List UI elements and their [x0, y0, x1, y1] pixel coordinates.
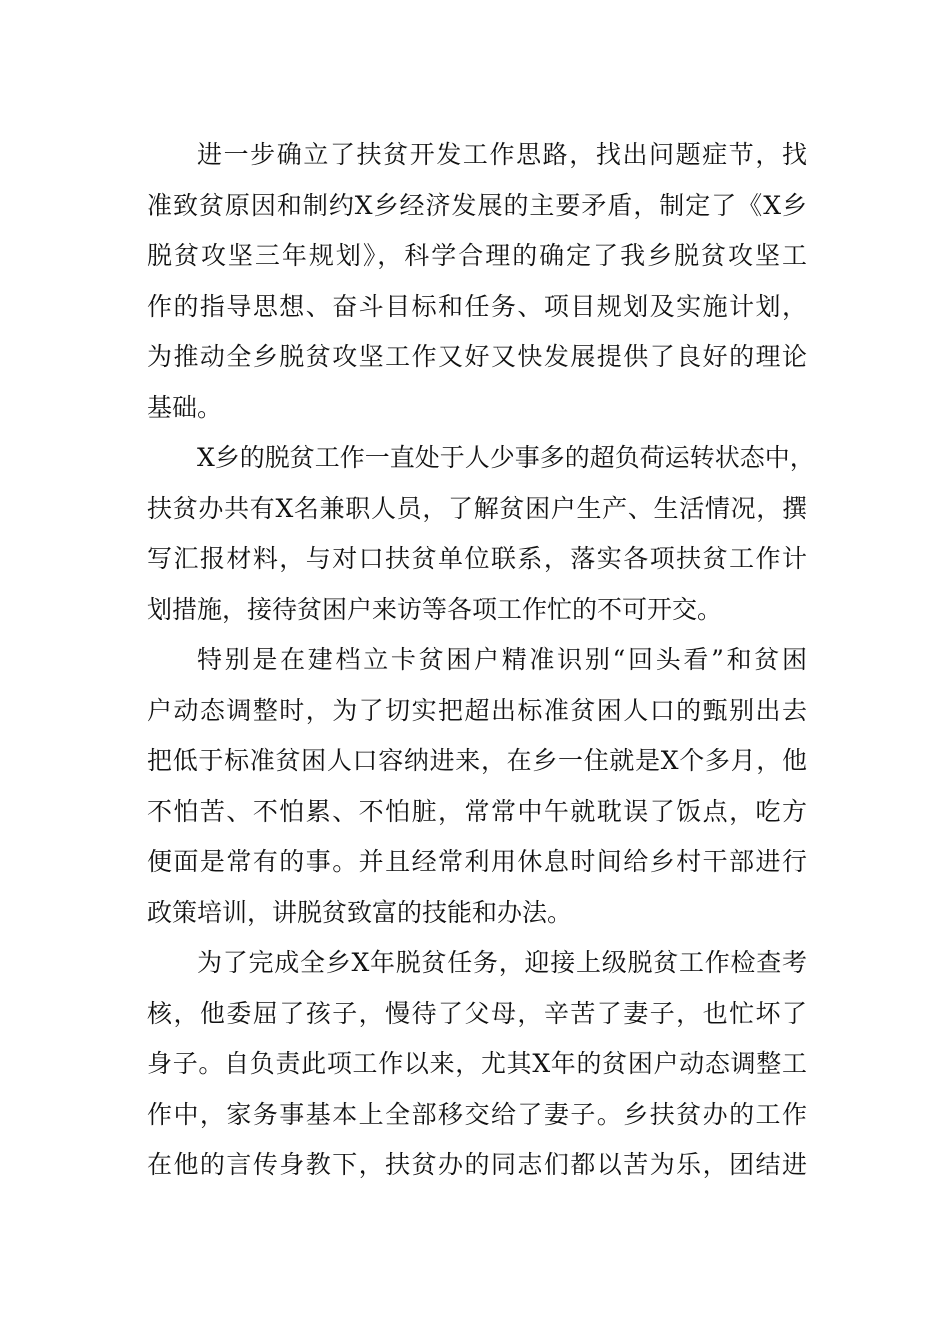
document-body	[147, 130, 815, 1191]
paragraph-1-line-5: 为推动全乡脱贫攻坚工作又好又快发展提供了良好的理论	[147, 342, 807, 371]
paragraph-3-line-2: 户动态调整时，为了切实把超出标准贫困人口的甄别出去	[147, 695, 807, 725]
paragraph-3-line-3: 把低于标准贫困人口容纳进来，在乡一住就是X个多月，他	[147, 746, 807, 775]
paragraph-2-line-3: 写汇报材料，与对口扶贫单位联系，落实各项扶贫工作计	[147, 544, 807, 573]
paragraph-4-line-3: 身子。自负责此项工作以来，尤其X年的贫困户动态调整工	[147, 1049, 807, 1078]
paragraph-1-line-3: 脱贫攻坚三年规划》，科学合理的确定了我乡脱贫攻坚工	[147, 241, 807, 270]
paragraph-2-line-4: 划措施，接待贫困户来访等各项工作忙的不可开交。	[147, 594, 723, 624]
paragraph-4-line-4: 作中，家务事基本上全部移交给了妻子。乡扶贫办的工作	[147, 1099, 807, 1129]
paragraph-3-line-6: 政策培训，讲脱贫致富的技能和办法。	[147, 897, 573, 927]
paragraph-1-line-6: 基础。	[147, 392, 223, 422]
paragraph-2-line-1: X乡的脱贫工作一直处于人少事多的超负荷运转状态中，	[197, 443, 815, 472]
paragraph-4-line-1: 为了完成全乡X年脱贫任务，迎接上级脱贫工作检查考	[197, 948, 807, 977]
paragraph-1-line-1: 进一步确立了扶贫开发工作思路，找出问题症节，找	[197, 140, 807, 169]
paragraph-1-line-4: 作的指导思想、奋斗目标和任务、项目规划及实施计划，	[147, 291, 807, 321]
paragraph-3-line-4: 不怕苦、不怕累、不怕脏，常常中午就耽误了饭点，吃方	[147, 796, 807, 826]
paragraph-2-line-2: 扶贫办共有X名兼职人员，了解贫困户生产、生活情况，撰	[147, 493, 807, 523]
paragraph-3-line-1: 特别是在建档立卡贫困户精准识别“回头看”和贫困	[197, 645, 807, 674]
paragraph-3-line-5: 便面是常有的事。并且经常利用休息时间给乡村干部进行	[147, 847, 807, 876]
paragraph-4-line-5: 在他的言传身教下，扶贫办的同志们都以苦为乐，团结进	[147, 1150, 807, 1179]
paragraph-4-line-2: 核，他委屈了孩子，慢待了父母，辛苦了妻子，也忙坏了	[147, 998, 807, 1028]
paragraph-1-line-2: 准致贫原因和制约X乡经济发展的主要矛盾，制定了《X乡	[147, 190, 807, 220]
